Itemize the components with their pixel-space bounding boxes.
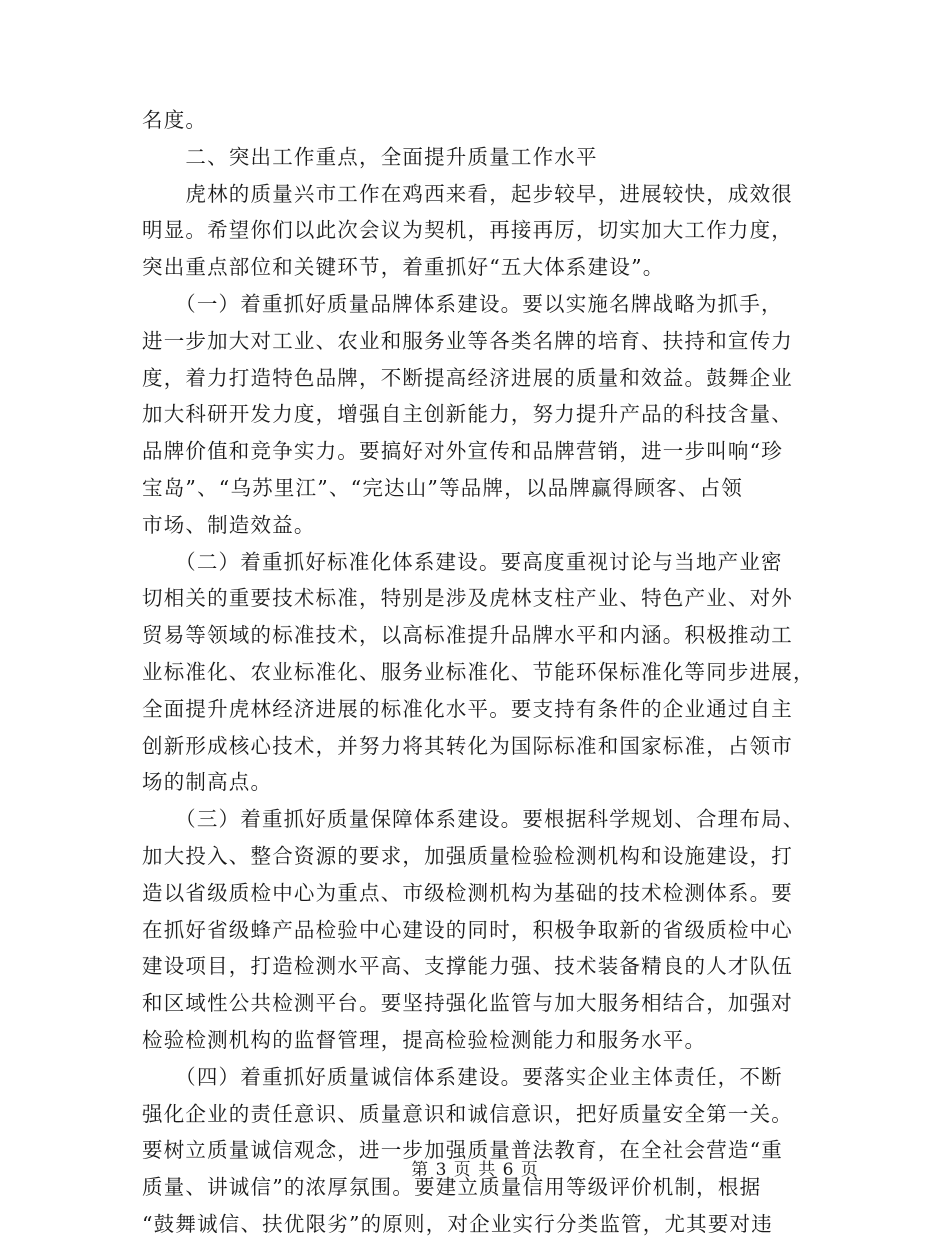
text-line: 品牌价值和竞争实力。要搞好对外宣传和品牌营销，进一步叫响“珍 bbox=[142, 439, 783, 464]
text-line: 在抓好省级蜂产品检验中心建设的同时，积极争取新的省级质检中心 bbox=[142, 917, 793, 942]
text-line: 明显。希望你们以此次会议为契机，再接再厉，切实加大工作力度， bbox=[142, 218, 793, 243]
text-line: 要树立质量诚信观念，进一步加强质量普法教育，在全社会营造“重 bbox=[142, 1138, 783, 1163]
text-line: “鼓舞诚信、扶优限劣”的原则，对企业实行分类监管，尤其要对违 bbox=[142, 1211, 773, 1236]
document-body bbox=[142, 102, 815, 1243]
section-heading: 二、突出工作重点，全面提升质量工作水平 bbox=[142, 144, 598, 169]
text-line: 建设项目，打造检测水平高、支撑能力强、技术装备精良的人才队伍 bbox=[142, 954, 793, 979]
page-number-footer: 第 3 页 共 6 页 bbox=[411, 1160, 539, 1180]
text-line: 虎林的质量兴市工作在鸡西来看，起步较早，进展较快，成效很 bbox=[142, 181, 793, 206]
text-line: 强化企业的责任意识、质量意识和诚信意识，把好质量安全第一关。 bbox=[142, 1101, 793, 1126]
text-line: （二）着重抓好标准化体系建设。要高度重视讨论与当地产业密 bbox=[142, 549, 783, 574]
text-line: 度，着力打造特色品牌，不断提高经济进展的质量和效益。鼓舞企业 bbox=[142, 365, 793, 390]
text-line: 市场、制造效益。 bbox=[142, 512, 316, 537]
text-line: 业标准化、农业标准化、服务业标准化、节能环保标准化等同步进展， bbox=[142, 659, 815, 684]
text-line: 加大投入、整合资源的要求，加强质量检验检测机构和设施建设，打 bbox=[142, 843, 793, 868]
text-line: 质量、讲诚信”的浓厚氛围。要建立质量信用等级评价机制，根据 bbox=[142, 1175, 762, 1200]
text-line: 宝岛”、“乌苏里江”、“完达山”等品牌，以品牌赢得顾客、占领 bbox=[142, 475, 743, 500]
text-line: 名度。 bbox=[142, 108, 208, 132]
text-line: （三）着重抓好质量保障体系建设。要根据科学规划、合理布局、 bbox=[142, 807, 805, 832]
text-line: （四）着重抓好质量诚信体系建设。要落实企业主体责任，不断 bbox=[142, 1064, 783, 1089]
text-line: 全面提升虎林经济进展的标准化水平。要支持有条件的企业通过自主 bbox=[142, 696, 793, 721]
text-line: 场的制高点。 bbox=[142, 770, 273, 795]
text-line: 进一步加大对工业、农业和服务业等各类名牌的培育、扶持和宣传力 bbox=[142, 328, 793, 353]
text-line: 和区域性公共检测平台。要坚持强化监管与加大服务相结合，加强对 bbox=[142, 991, 793, 1016]
text-line: 贸易等领域的标准技术，以高标准提升品牌水平和内涵。积极推动工 bbox=[142, 623, 793, 648]
text-line: 造以省级质检中心为重点、市级检测机构为基础的技术检测体系。要 bbox=[142, 880, 793, 905]
text-line: 切相关的重要技术标准，特别是涉及虎林支柱产业、特色产业、对外 bbox=[142, 586, 793, 611]
text-line: 加大科研开发力度，增强自主创新能力，努力提升产品的科技含量、 bbox=[142, 402, 793, 427]
text-line: 检验检测机构的监督管理，提高检验检测能力和服务水平。 bbox=[142, 1027, 707, 1052]
text-line: （一）着重抓好质量品牌体系建设。要以实施名牌战略为抓手， bbox=[142, 291, 783, 316]
text-line: 突出重点部位和关键环节，着重抓好“五大体系建设”。 bbox=[142, 255, 665, 280]
text-line: 创新形成核心技术，并努力将其转化为国际标准和国家标准，占领市 bbox=[142, 733, 793, 758]
